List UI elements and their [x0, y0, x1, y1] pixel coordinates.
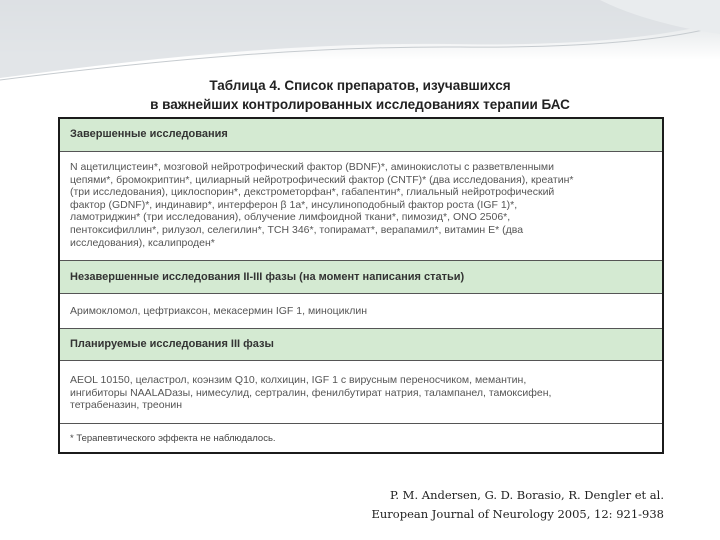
- title-line-2: в важнейших контролированных исследованиях терапии БАС: [150, 97, 570, 112]
- list-line: цепями*, бромокриптин*, цилиарный нейротрофический фактор (CNTF)* (два исследования), креатин*: [70, 173, 574, 186]
- drug-table: [58, 117, 664, 454]
- citation-journal: European Journal of Neurology 2005, 12: 921-938: [371, 507, 664, 521]
- footnote: * Терапевтического эффекта не наблюдалось.: [60, 423, 662, 452]
- section-heading-ongoing: Незавершенные исследования II-III фазы (на момент написания статьи): [60, 260, 662, 294]
- list-line: (три исследования), циклоспорин*, декстрометорфан*, габапентин*, глиальный нейротрофический: [70, 186, 555, 199]
- list-line: пентоксифиллин*, рилузол, селегилин*, TCH 346*, топирамат*, верапамил*, витамин E* (два: [70, 223, 524, 236]
- section-body-planned: [60, 374, 662, 412]
- list-line: ламотриджин* (три исследования), облучение лимфоидной ткани*, пимозид*, ONO 2506*,: [70, 211, 511, 224]
- section-body-completed: [60, 161, 662, 249]
- list-line: ингибиторы NAALADазы, нимесулид, сертралин, фенилбутират натрия, талампанел, тамоксифен,: [70, 386, 552, 399]
- list-line: N ацетилцистеин*, мозговой нейротрофический фактор (BDNF)*, аминокислоты с разветвленными: [70, 161, 554, 173]
- list-line: фактор (GDNF)*, индинавир*, интерферон β 1а*, инсулиноподобный фактор роста (IGF 1)*,: [70, 198, 518, 211]
- list-line: AEOL 10150, целастрол, коэнзим Q10, колхицин, IGF 1 с вирусным переносчиком, мемантин,: [70, 374, 527, 386]
- table-title: [0, 76, 720, 114]
- list-line: Аримокломол, цефтриаксон, мекасермин IGF 1, миноциклин: [70, 305, 368, 317]
- section-heading-planned: Планируемые исследования III фазы: [60, 328, 662, 361]
- list-line: тетрабеназин, треонин: [70, 399, 183, 412]
- citation: [371, 486, 664, 524]
- section-body-ongoing: [60, 305, 662, 318]
- list-line: исследования), ксалипроден*: [70, 236, 215, 249]
- citation-authors: P. M. Andersen, G. D. Borasio, R. Dengler et al.: [389, 488, 664, 502]
- section-heading-completed: Завершенные исследования: [60, 119, 662, 152]
- title-line-1: Таблица 4. Список препаратов, изучавшихся: [209, 78, 511, 93]
